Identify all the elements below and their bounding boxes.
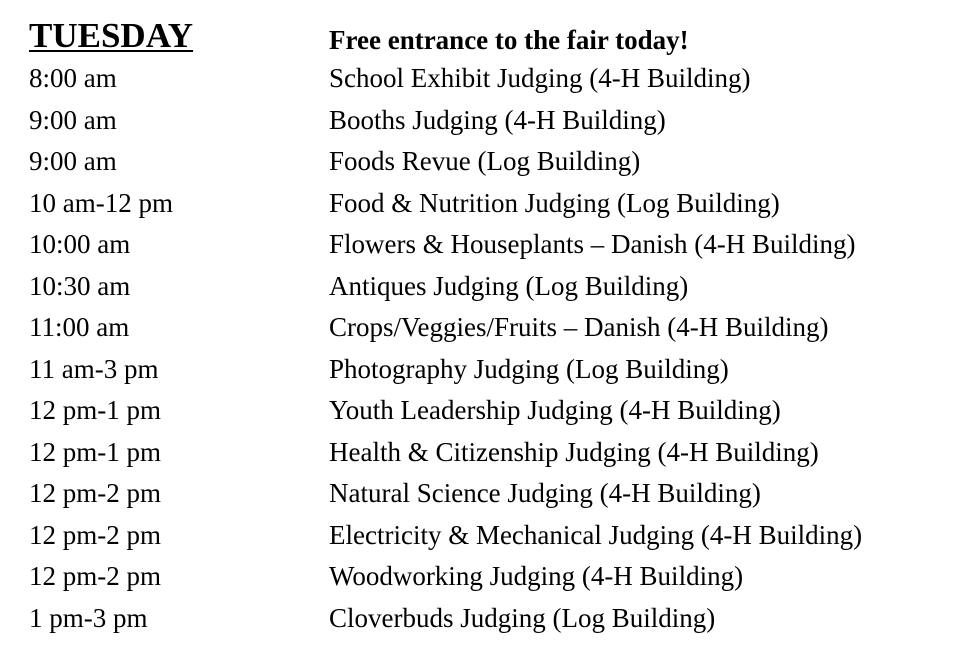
event-description: Booths Judging (4-H Building) [329, 104, 666, 135]
event-description: Woodworking Judging (4-H Building) [329, 561, 744, 591]
event-time: 10:30 am [29, 270, 131, 301]
event-time: 11:00 am [29, 312, 130, 342]
header-note: Free entrance to the fair today! [329, 25, 689, 55]
event-description: Antiques Judging (Log Building) [329, 270, 689, 301]
event-row [29, 390, 959, 432]
event-row [29, 515, 959, 557]
event-time: 12 pm-2 pm [29, 519, 161, 550]
event-row [29, 598, 959, 640]
event-description: Flowers & Houseplants – Danish (4-H Building) [329, 229, 856, 259]
event-description: Foods Revue (Log Building) [329, 146, 641, 176]
event-description: Health & Citizenship Judging (4-H Building) [329, 436, 819, 467]
event-time: 12 pm-2 pm [29, 478, 161, 508]
event-row [29, 307, 959, 349]
event-description: Food & Nutrition Judging (Log Building) [329, 187, 780, 218]
event-time: 8:00 am [29, 63, 117, 93]
event-row [29, 224, 959, 266]
event-row [29, 141, 959, 183]
event-time: 12 pm-1 pm [29, 436, 161, 467]
event-time: 9:00 am [29, 104, 117, 135]
event-row [29, 183, 959, 225]
event-row [29, 432, 959, 474]
event-description: Cloverbuds Judging (Log Building) [329, 602, 716, 633]
schedule [29, 14, 959, 639]
event-description: School Exhibit Judging (4-H Building) [329, 63, 751, 93]
event-description: Photography Judging (Log Building) [329, 353, 729, 384]
event-time: 12 pm-2 pm [29, 561, 161, 591]
event-row [29, 349, 959, 391]
event-time: 1 pm-3 pm [29, 602, 148, 633]
event-description: Crops/Veggies/Fruits – Danish (4-H Building) [329, 312, 829, 342]
event-time: 10 am-12 pm [29, 187, 173, 218]
schedule-header [29, 14, 959, 58]
event-time: 12 pm-1 pm [29, 395, 161, 425]
event-row [29, 266, 959, 308]
day-title: TUESDAY [29, 16, 194, 55]
event-time: 11 am-3 pm [29, 353, 159, 384]
event-description: Natural Science Judging (4-H Building) [329, 478, 761, 508]
event-row [29, 556, 959, 598]
event-description: Youth Leadership Judging (4-H Building) [329, 395, 781, 425]
event-row [29, 100, 959, 142]
event-list [29, 58, 959, 639]
event-time: 9:00 am [29, 146, 117, 176]
event-time: 10:00 am [29, 229, 131, 259]
event-description: Electricity & Mechanical Judging (4-H Building) [329, 519, 863, 550]
event-row [29, 473, 959, 515]
event-row [29, 58, 959, 100]
